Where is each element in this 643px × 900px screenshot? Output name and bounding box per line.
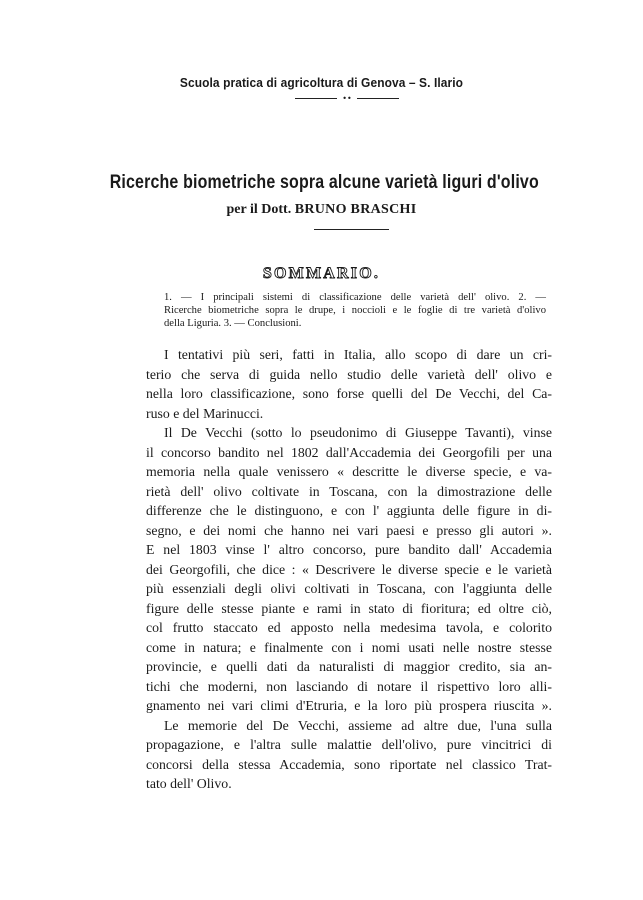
text-line: gnamento nei vari climi d'Etruria, e la loro più prospera riuscita ». [146, 698, 552, 713]
text-line: differenze che le distinguono, e con l' aggiunta delle figure in di- [146, 503, 552, 518]
text-line: col frutto staccato ed apposto nella medesima tavola, e colorito [146, 620, 552, 635]
text-line: tichi che moderni, non lasciando di notare il rispettivo loro alli- [146, 678, 552, 694]
summary-line: della Liguria. 3. — Conclusioni. [164, 318, 302, 329]
summary-line: 1. — I principali sistemi di classificazione delle varietà dell' olivo. 2. — [164, 292, 546, 303]
text-line: nella loro classificazione, sono forse quelli del De Vecchi, del Ca- [146, 386, 552, 401]
title-rule [314, 229, 389, 230]
paragraph-1 [146, 345, 552, 423]
author-name: BRUNO BRASCHI [294, 202, 417, 217]
summary-block [164, 291, 546, 330]
institution-header: Scuola pratica di agricoltura di Genova – S. Ilario [179, 75, 464, 90]
text-line: più essenziali degli olivi coltivati in Toscana, con l'aggiunta delle [146, 581, 552, 596]
text-line: figure delle stesse piante e rami in stato di fioritura; ed oltre ciò, [146, 600, 552, 616]
summary-line: Ricerche biometriche sopra le drupe, i noccioli e le foglie di tre varietà d'olivo [164, 305, 546, 316]
header-ornament [295, 96, 399, 102]
byline-prefix: per il Dott. [226, 202, 292, 217]
text-line: come in natura; e finalmente con i nomi usati nelle nostre stesse [146, 639, 552, 655]
text-line: E nel 1803 vinse l' altro concorso, pure bandito dall' Accademia [146, 542, 552, 557]
text-line: terio che serva di guida nello studio delle varietà dell' olivo e [146, 366, 552, 382]
text-line: Le memorie del De Vecchi, assieme ad altre due, l'una sulla [164, 717, 552, 733]
text-line: propagazione, e l'altra sulle malattie dell'olivo, pure vincitrici di [146, 737, 552, 752]
text-line: dei Georgofili, che dice : « Descrivere le diverse specie e le varietà [146, 561, 552, 577]
text-line: provincie, e quelli dati da naturalisti di maggior credito, sia an- [146, 659, 552, 674]
summary-heading: SOMMARIO. [262, 265, 381, 282]
text-line: il concorso bandito nel 1802 dall'Accademia dei Georgofili per una [146, 444, 552, 460]
text-line: Il De Vecchi (sotto lo pseudonimo di Giuseppe Tavanti), vinse [164, 425, 552, 440]
paragraph-2 [146, 423, 552, 716]
text-line: segno, e dei nomi che hanno nei vari paesi e presso gli autori ». [146, 522, 552, 538]
byline [0, 202, 643, 218]
text-line: rietà dell' olivo coltivate in Toscana, con la dimostrazione delle [146, 483, 552, 499]
body-text [146, 345, 552, 794]
text-line: memoria nella quale venissero « descritte le diverse specie, e va- [146, 464, 552, 479]
paragraph-3 [146, 716, 552, 794]
text-line: tato dell' Olivo. [146, 776, 232, 791]
text-line: concorsi della stessa Accademia, sono riportate nel classico Trat- [146, 756, 552, 772]
article-title: Ricerche biometriche sopra alcune varietà liguri d'olivo [109, 172, 539, 193]
text-line: ruso e del Marinucci. [146, 405, 264, 421]
text-line: I tentativi più seri, fatti in Italia, allo scopo di dare un cri- [164, 347, 552, 362]
ornament-dots: •• [337, 95, 357, 101]
